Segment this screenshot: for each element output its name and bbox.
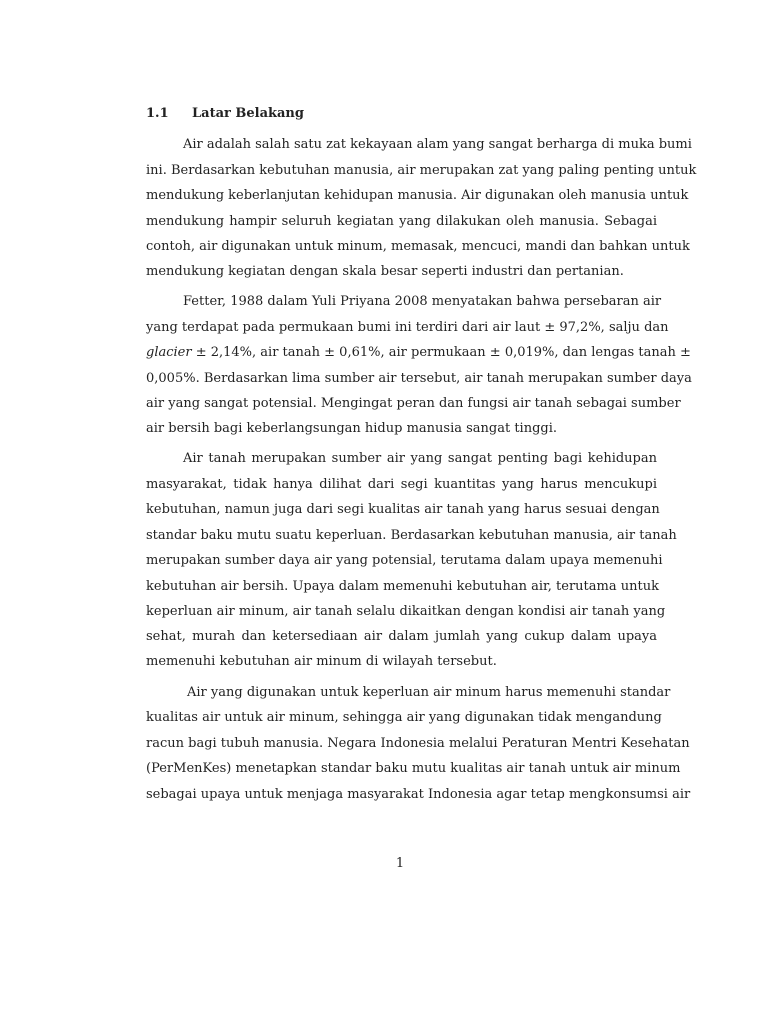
paragraph-line: contoh, air digunakan untuk minum, memasak, mencuci, mandi dan bahkan untuk <box>146 239 690 254</box>
paragraph-line: mendukung hampir seluruh kegiatan yang dilakukan oleh manusia. Sebagai <box>146 214 657 229</box>
paragraph-line: air bersih bagi keberlangsungan hidup manusia sangat tinggi. <box>146 421 558 436</box>
paragraph-line: yang terdapat pada permukaan bumi ini terdiri dari air laut ± 97,2%, salju dan <box>146 320 669 335</box>
paragraph-line: mendukung keberlanjutan kehidupan manusia. Air digunakan oleh manusia untuk <box>146 188 689 203</box>
paragraph-line: merupakan sumber daya air yang potensial, terutama dalam upaya memenuhi <box>146 553 663 568</box>
section-title: Latar Belakang <box>192 106 304 121</box>
paragraph-line <box>146 343 691 363</box>
paragraph-line: masyarakat, tidak hanya dilihat dari segi kuantitas yang harus mencukupi <box>146 477 657 492</box>
paragraph-line: kebutuhan, namun juga dari segi kualitas air tanah yang harus sesuai dengan <box>146 502 660 517</box>
paragraph-line: Fetter, 1988 dalam Yuli Priyana 2008 menyatakan bahwa persebaran air <box>183 294 662 309</box>
section-number: 1.1 <box>146 106 169 121</box>
paragraph-line: keperluan air minum, air tanah selalu dikaitkan dengan kondisi air tanah yang <box>146 604 666 619</box>
paragraph-line: (PerMenKes) menetapkan standar baku mutu kualitas air tanah untuk air minum <box>146 761 681 776</box>
paragraph-line: Air tanah merupakan sumber air yang sangat penting bagi kehidupan <box>183 451 657 466</box>
paragraph-line: Air adalah salah satu zat kekayaan alam yang sangat berharga di muka bumi <box>183 137 692 152</box>
paragraph-line: sehat, murah dan ketersediaan air dalam jumlah yang cukup dalam upaya <box>146 629 657 644</box>
paragraph-line: 0,005%. Berdasarkan lima sumber air tersebut, air tanah merupakan sumber daya <box>146 371 692 386</box>
paragraph-line: air yang sangat potensial. Mengingat peran dan fungsi air tanah sebagai sumber <box>146 396 681 411</box>
page-number: 1 <box>395 856 405 871</box>
paragraph-line: racun bagi tubuh manusia. Negara Indonesia melalui Peraturan Mentri Kesehatan <box>146 736 690 751</box>
paragraph-line: Air yang digunakan untuk keperluan air minum harus memenuhi standar <box>187 685 671 700</box>
paragraph-line: standar baku mutu suatu keperluan. Berdasarkan kebutuhan manusia, air tanah <box>146 528 677 543</box>
line-text: ± 2,14%, air tanah ± 0,61%, air permukaan ± 0,019%, dan lengas tanah ± <box>191 345 691 360</box>
paragraph-line: kebutuhan air bersih. Upaya dalam memenuhi kebutuhan air, terutama untuk <box>146 579 659 594</box>
paragraph-line: ini. Berdasarkan kebutuhan manusia, air merupakan zat yang paling penting untuk <box>146 163 697 178</box>
paragraph-line: sebagai upaya untuk menjaga masyarakat Indonesia agar tetap mengkonsumsi air <box>146 787 691 802</box>
section-heading <box>146 104 304 124</box>
italic-term: glacier <box>146 345 192 360</box>
paragraph-line: mendukung kegiatan dengan skala besar seperti industri dan pertanian. <box>146 264 624 279</box>
paragraph-line: kualitas air untuk air minum, sehingga air yang digunakan tidak mengandung <box>146 710 662 725</box>
paragraph-line: memenuhi kebutuhan air minum di wilayah tersebut. <box>146 654 497 669</box>
